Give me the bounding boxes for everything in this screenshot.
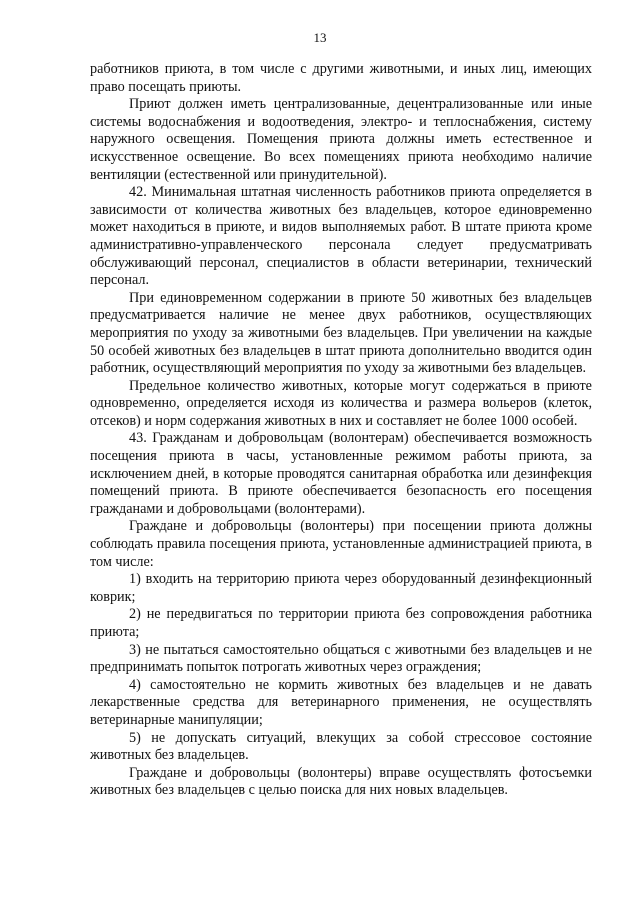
list-item-4: 4) самостоятельно не кормить животных без владельцев и не давать лекарственные средства для ветеринарного применения, не осуществлять ветеринарные манипуляции; bbox=[90, 676, 592, 728]
paragraph-42-staffing: 42. Минимальная штатная численность работников приюта определяется в зависимости от количества животных без владельцев, которое единовременно может находиться в приюте, и видов выполняемых работ. В штате приюта кроме административно-управленческого персонала следует предусматривать обслуживающий персонал, специалистов в области ветеринарии, технический персонал. bbox=[90, 184, 592, 289]
paragraph-capacity-limit: Предельное количество животных, которые могут содержаться в приюте одновременно, определяется исходя из количества и размера вольеров (клеток, отсеков) и норм содержания животных в них и составляет не более 1000 особей. bbox=[90, 377, 592, 429]
body-text bbox=[90, 61, 592, 800]
list-item-1: 1) входить на территорию приюта через оборудованный дезинфекционный коврик; bbox=[90, 571, 592, 605]
paragraph-continuation: работников приюта, в том числе с другими животными, и иных лиц, имеющих право посещать приюты. bbox=[90, 61, 592, 95]
list-item-2: 2) не передвигаться по территории приюта без сопровождения работника приюта; bbox=[90, 606, 592, 640]
paragraph-visiting-rules: Граждане и добровольцы (волонтеры) при посещении приюта должны соблюдать правила посещения приюта, установленные администрацией приюта, в том числе: bbox=[90, 518, 592, 570]
paragraph-43-visiting: 43. Гражданам и добровольцам (волонтерам) обеспечивается возможность посещения приюта в часы, установленные режимом работы приюта, за исключением дней, в которые проводятся санитарная обработка или дезинфекция помещений приюта. В приюте обеспечивается безопасность его посещения гражданами и добровольцами (волонтерами). bbox=[90, 430, 592, 517]
list-item-5: 5) не допускать ситуаций, влекущих за собой стрессовое состояние животных без владельцев. bbox=[90, 729, 592, 764]
page-number: 13 bbox=[313, 30, 327, 45]
paragraph-shelter-utilities: Приют должен иметь централизованные, децентрализованные или иные системы водоснабжения и водоотведения, электро- и теплоснабжения, систему наружного освещения. Помещения приюта должны иметь естественное и искусственное освещение. Во всех помещениях приюта необходимо наличие вентиляции (естественной или принудительной). bbox=[90, 96, 592, 183]
paragraph-photography: Граждане и добровольцы (волонтеры) вправе осуществлять фотосъемки животных без владельцев с целью поиска для них новых владельцев. bbox=[90, 764, 592, 799]
paragraph-staff-per-animals: При единовременном содержании в приюте 50 животных без владельцев предусматривается наличие не менее двух работников, осуществляющих мероприятия по уходу за животными без владельцев. При увеличении на каждые 50 особей животных без владельцев в штат приюта дополнительно вводится один работник, осуществляющий мероприятия по уходу за животными без владельцев. bbox=[90, 289, 592, 377]
list-item-3: 3) не пытаться самостоятельно общаться с животными без владельцев и не предпринимать попыток потрогать животных через ограждения; bbox=[90, 641, 592, 676]
